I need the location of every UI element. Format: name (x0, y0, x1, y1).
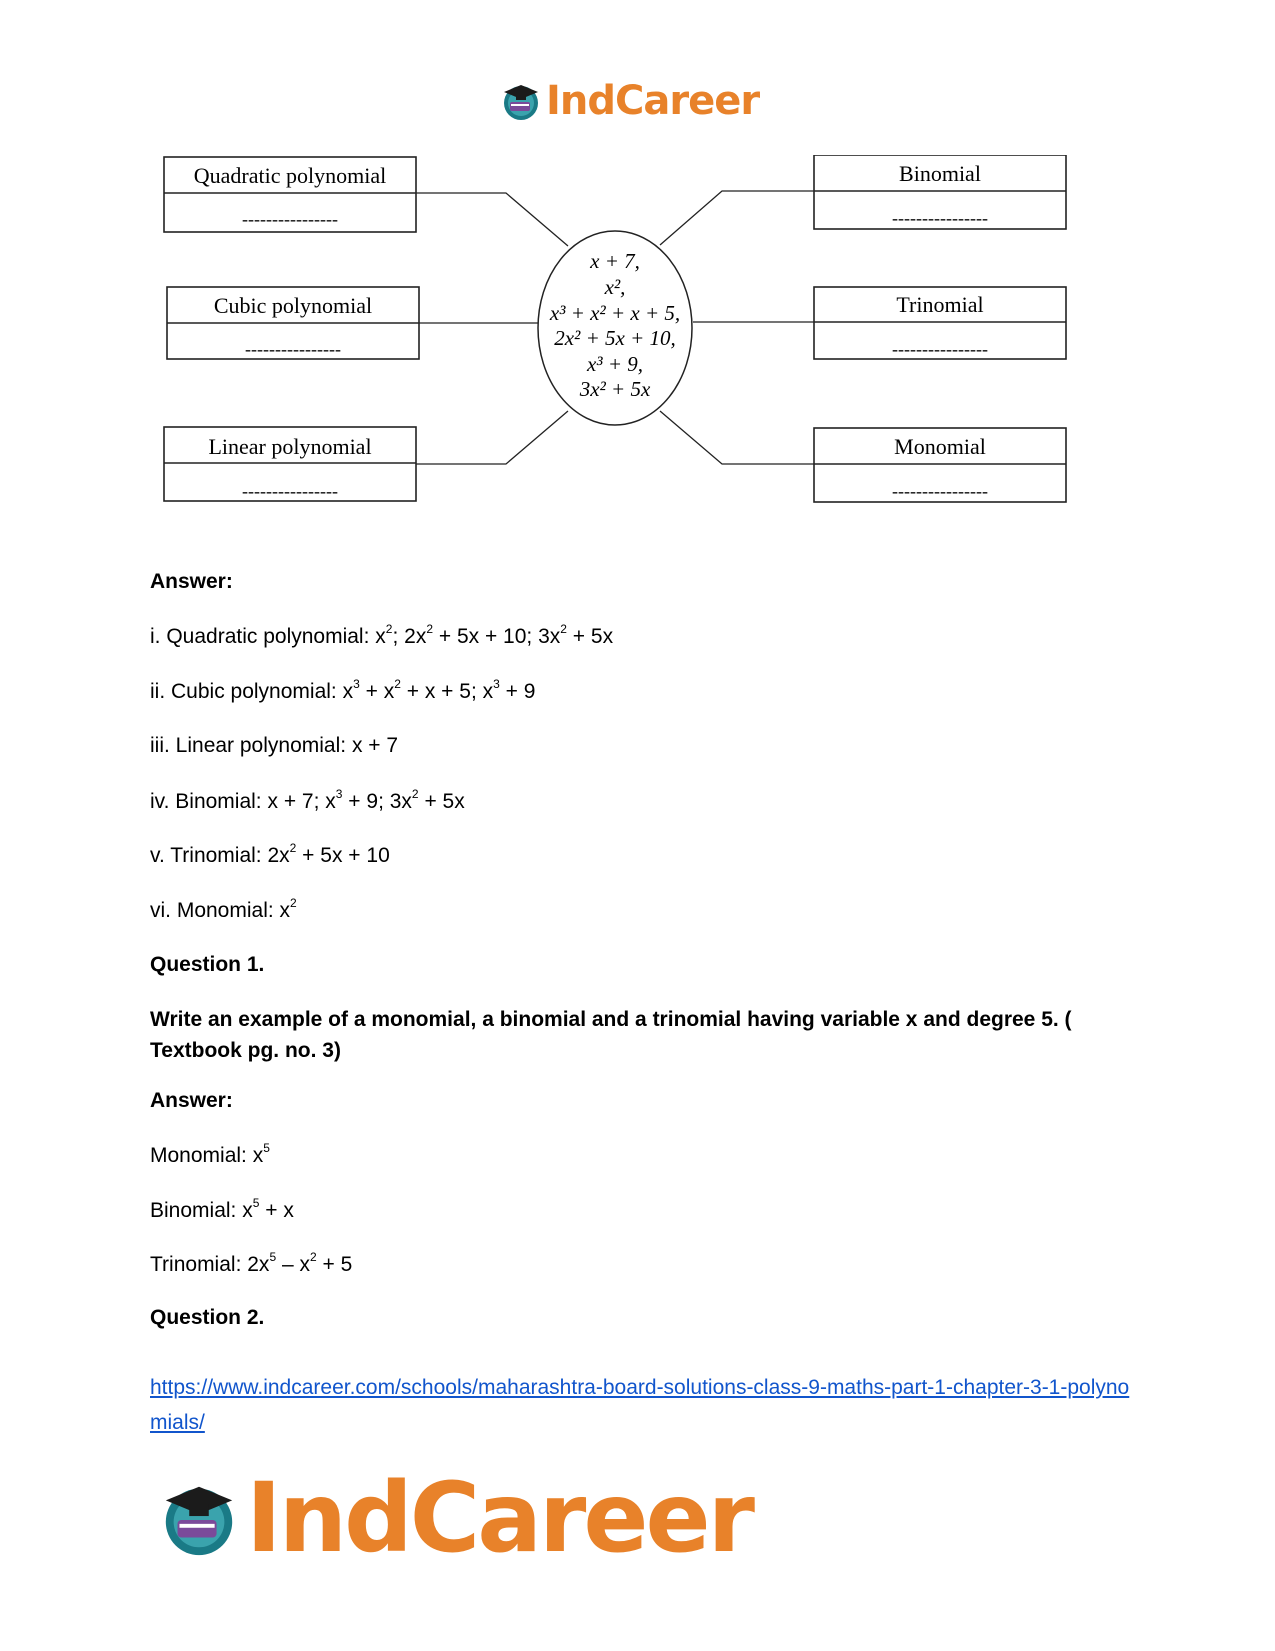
left-box-linear (164, 427, 416, 501)
brand-name: IndCareer (546, 78, 760, 124)
left-box-label: Cubic polynomial (213, 293, 373, 318)
right-box-trinomial (814, 287, 1066, 359)
graduation-globe-icon (158, 1477, 240, 1559)
q1-answer-binomial: Binomial: $x^5 + x$ (150, 1196, 294, 1222)
right-box-binomial (814, 155, 1066, 229)
center-term: x + 7, (590, 249, 640, 273)
brand-name: IndCareer (246, 1462, 752, 1574)
bottom-logo (158, 1462, 752, 1574)
left-box-label: Quadratic polynomial (193, 163, 387, 188)
answer-item-linear: iii. Linear polynomial: x + 7 (150, 734, 399, 757)
right-box-label: Monomial (894, 434, 986, 459)
polynomial-classification-diagram (160, 155, 1120, 525)
footer-url-link[interactable]: https://www.indcareer.com/schools/maharashtra-board-solutions-class-9-maths-part-1-chapter-3-1-polynomials/ (150, 1376, 1130, 1434)
answer-item-monomial: vi. Monomial: $x^2$ (150, 896, 297, 922)
graduation-globe-icon (500, 80, 542, 122)
left-box-blank: ---------------- (245, 339, 341, 359)
left-box-blank: ---------------- (242, 209, 338, 229)
center-term: x³ + 9, (586, 352, 644, 376)
q1-answer-trinomial: Trinomial: $2x^5 - x^2 + 5$ (150, 1250, 353, 1276)
right-box-blank: ---------------- (892, 208, 988, 228)
center-term: x³ + x² + x + 5, (549, 301, 681, 325)
answer-item-quadratic: i. Quadratic polynomial: $x^2$; $2x^2 + 5x + 10$; $3x^2 + 5x$ (150, 622, 614, 648)
top-logo (500, 78, 759, 124)
left-box-blank: ---------------- (242, 481, 338, 501)
question1-answer-heading: Answer: (150, 1089, 233, 1112)
center-ellipse (538, 231, 692, 425)
right-box-blank: ---------------- (892, 339, 988, 359)
right-box-label: Binomial (899, 161, 981, 186)
q1-answer-monomial: Monomial: $x^5$ (150, 1141, 270, 1167)
question2-heading: Question 2. (150, 1306, 265, 1329)
right-box-label: Trinomial (896, 292, 984, 317)
answer-item-trinomial: v. Trinomial: $2x^2 + 5x + 10$ (150, 841, 390, 867)
left-box-cubic (167, 287, 419, 359)
question1-heading: Question 1. (150, 953, 265, 976)
answer-item-binomial: iv. Binomial: x + 7; $x^3 + 9$; $3x^2 + 5x$ (150, 787, 465, 813)
center-term: 2x² + 5x + 10, (554, 326, 676, 350)
right-box-blank: ---------------- (892, 481, 988, 501)
center-term: 3x² + 5x (579, 377, 651, 401)
question1-text: Write an example of a monomial, a binomial and a trinomial having variable x and degree 5. ( Textbook pg. no. 3) (150, 1008, 1072, 1062)
answer-item-cubic: ii. Cubic polynomial: $x^3 + x^2 + x + 5$; $x^3 + 9$ (150, 677, 536, 703)
center-term: x², (604, 275, 626, 299)
right-box-monomial (814, 428, 1066, 502)
left-box-quadratic (164, 157, 416, 232)
answer-heading: Answer: (150, 570, 233, 593)
left-box-label: Linear polynomial (208, 434, 372, 459)
